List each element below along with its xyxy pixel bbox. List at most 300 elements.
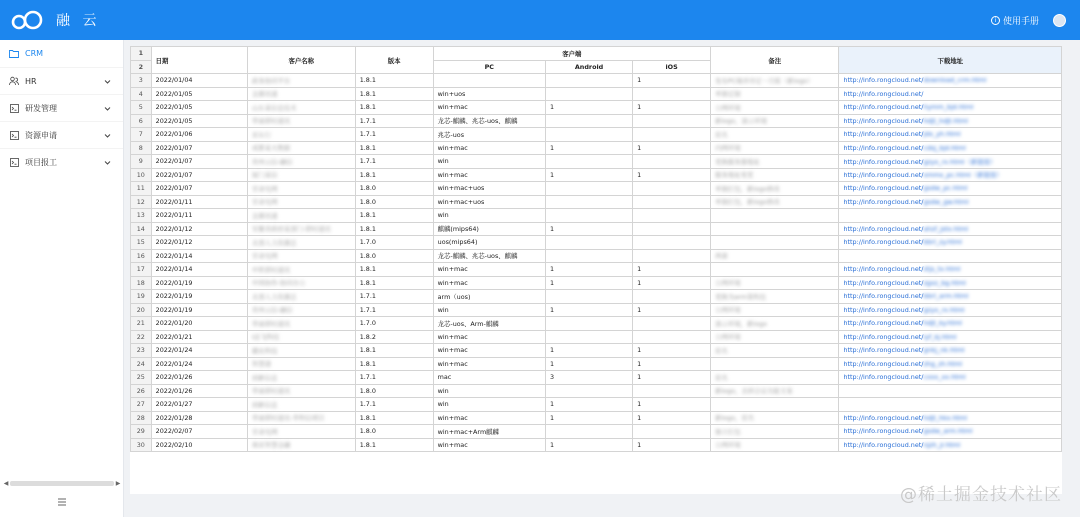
cell-pc[interactable]: win+mac [433,276,545,290]
download-link[interactable]: http://info.rongcloud.net/ [843,89,924,98]
cell-note[interactable] [711,263,839,277]
cell-date[interactable]: 2022/01/05 [151,87,247,101]
table-row[interactable] [131,276,1062,290]
cell-version[interactable]: 1.8.1 [355,438,433,452]
cell-date[interactable]: 2022/01/07 [151,182,247,196]
download-link-path[interactable]: njzh_jr.html [923,440,961,449]
cell-customer[interactable]: 智慧港 [247,357,355,371]
table-row[interactable] [131,371,1062,385]
cell-customer[interactable]: 贵州云信-融信 [247,303,355,317]
sidebar-item-rd-management[interactable] [0,94,123,121]
download-link-path[interactable]: ahzf_jstx.html [923,224,969,233]
row-number[interactable]: 4 [131,87,152,101]
cell-pc[interactable]: win [433,303,545,317]
cell-note[interactable]: 新logo，原名 [711,411,839,425]
cell-android[interactable] [546,236,633,250]
table-row[interactable] [131,182,1062,196]
download-link[interactable]: http://info.rongcloud.net/ [843,265,924,274]
cell-customer[interactable]: 山东某信息技术 [247,101,355,115]
column-header-version[interactable]: 版本 [355,47,433,74]
cell-android[interactable] [546,290,633,304]
scroll-right-icon[interactable]: ▶ [115,480,121,487]
cell-version[interactable]: 1.8.1 [355,168,433,182]
cell-ios[interactable]: 1 [633,411,711,425]
cell-pc[interactable]: win+mac+Arm麒麟 [433,425,545,439]
download-link[interactable]: http://info.rongcloud.net/ [843,305,924,314]
table-row[interactable] [131,114,1062,128]
cell-download-url[interactable] [839,438,1062,452]
cell-download-url[interactable] [839,74,1062,88]
cell-note[interactable]: 公网环境 [711,330,839,344]
cell-download-url[interactable] [839,195,1062,209]
cell-version[interactable]: 1.7.1 [355,128,433,142]
cell-download-url[interactable] [839,371,1062,385]
cell-customer[interactable]: 贵州云信-融信 [247,155,355,169]
cell-android[interactable] [546,74,633,88]
cell-ios[interactable] [633,128,711,142]
cell-version[interactable]: 1.7.1 [355,303,433,317]
cell-customer[interactable]: 成都某大数据 [247,141,355,155]
row-number[interactable]: 27 [131,398,152,412]
row-number[interactable]: 18 [131,276,152,290]
download-link[interactable]: http://info.rongcloud.net/ [843,197,924,206]
column-header-ios[interactable]: iOS [633,60,711,74]
cell-version[interactable]: 1.7.0 [355,317,433,331]
cell-pc[interactable]: win+mac [433,357,545,371]
cell-download-url[interactable] [839,128,1062,142]
row-number[interactable]: 17 [131,263,152,277]
cell-customer[interactable]: 甘肃电网 [247,182,355,196]
cell-customer[interactable]: 中国协作-协同办公 [247,276,355,290]
cell-android[interactable]: 1 [546,141,633,155]
column-header-pc[interactable]: PC [433,60,545,74]
sidebar-horizontal-scrollbar[interactable] [2,480,122,487]
cell-android[interactable]: 1 [546,276,633,290]
cell-version[interactable]: 1.8.0 [355,195,433,209]
download-link[interactable]: http://info.rongcloud.net/ [843,292,924,301]
cell-version[interactable]: 1.7.1 [355,155,433,169]
cell-android[interactable]: 1 [546,222,633,236]
cell-ios[interactable] [633,222,711,236]
cell-version[interactable]: 1.8.2 [355,330,433,344]
table-row[interactable] [131,263,1062,277]
cell-ios[interactable]: 1 [633,74,711,88]
cell-note[interactable]: 新logo，去掉会议功能文案 [711,384,839,398]
table-row[interactable] [131,330,1062,344]
cell-pc[interactable]: win [433,384,545,398]
table-row[interactable] [131,384,1062,398]
cell-date[interactable]: 2022/01/19 [151,276,247,290]
cell-android[interactable]: 1 [546,168,633,182]
table-row[interactable] [131,74,1062,88]
cell-download-url[interactable] [839,357,1062,371]
table-row[interactable] [131,209,1062,223]
download-link-path[interactable]: gsdw_arm.html [923,427,973,436]
cell-customer[interactable]: 政务协同平台 [247,74,355,88]
cell-note[interactable]: 内网环境 [711,141,839,155]
download-link-path[interactable]: xmmx_pc.html（新链接） [923,171,1003,180]
table-row[interactable] [131,425,1062,439]
cell-download-url[interactable] [839,263,1062,277]
cell-date[interactable]: 2022/01/11 [151,195,247,209]
column-header-date[interactable]: 日期 [151,47,247,74]
cell-note[interactable]: 两套 [711,249,839,263]
download-link-path[interactable]: gzyx_rx.html [923,305,965,314]
row-number[interactable]: 12 [131,195,152,209]
cell-android[interactable] [546,249,633,263]
row-number[interactable]: 10 [131,168,152,182]
table-row[interactable] [131,317,1062,331]
table-row[interactable] [131,87,1062,101]
cell-date[interactable]: 2022/01/07 [151,155,247,169]
download-link-path[interactable]: cdsj_bjd.html [923,143,966,152]
cell-download-url[interactable] [839,344,1062,358]
table-row[interactable] [131,357,1062,371]
cell-customer[interactable]: 甘肃电网 [247,425,355,439]
cell-note[interactable] [711,236,839,250]
table-row[interactable] [131,222,1062,236]
cell-version[interactable]: 1.8.0 [355,249,433,263]
column-header-client[interactable]: 客户端 [433,47,710,61]
table-row[interactable] [131,411,1062,425]
cell-date[interactable]: 2022/01/26 [151,371,247,385]
column-header-customer[interactable]: 客户名称 [247,47,355,74]
brand[interactable] [0,0,124,40]
cell-customer[interactable]: 南京智慧金融 [247,438,355,452]
download-link[interactable]: http://info.rongcloud.net/ [843,238,924,247]
download-link-path[interactable]: zgxz_bg.html [923,278,966,287]
sidebar-item-crm[interactable] [0,40,123,67]
row-number[interactable]: 13 [131,209,152,223]
column-header-download[interactable]: 下载地址 [839,47,1062,74]
download-link[interactable]: http://info.rongcloud.net/ [843,346,924,355]
cell-customer[interactable]: 安徽省政府某部门-即时通讯 [247,222,355,236]
cell-android[interactable] [546,330,633,344]
table-row[interactable] [131,398,1062,412]
download-link-path[interactable]: iyf_kj.html [923,332,957,341]
cell-version[interactable]: 1.8.1 [355,276,433,290]
cell-android[interactable] [546,182,633,196]
cell-version[interactable]: 1.7.1 [355,398,433,412]
cell-customer[interactable]: 华迪即时通讯 [247,114,355,128]
cell-date[interactable]: 2022/01/19 [151,290,247,304]
download-link-path[interactable]: zhg_zh.html [923,359,963,368]
cell-customer[interactable]: 创新信息 [247,398,355,412]
cell-version[interactable]: 1.8.1 [355,344,433,358]
table-row[interactable] [131,141,1062,155]
cell-customer[interactable]: 甘肃电网 [247,249,355,263]
cell-version[interactable]: 1.8.1 [355,411,433,425]
cell-customer[interactable]: 华迪即时通讯 [247,317,355,331]
cell-customer[interactable]: 北部人力资源总 [247,290,355,304]
download-link[interactable]: http://info.rongcloud.net/ [843,130,924,139]
cell-date[interactable]: 2022/01/26 [151,384,247,398]
download-link[interactable]: http://info.rongcloud.net/ [843,103,924,112]
cell-date[interactable]: 2022/01/07 [151,168,247,182]
table-row[interactable] [131,438,1062,452]
cell-ios[interactable]: 1 [633,276,711,290]
cell-customer[interactable]: 甘肃电网 [247,195,355,209]
download-link[interactable]: http://info.rongcloud.net/ [843,143,924,152]
cell-version[interactable]: 1.8.1 [355,141,433,155]
cell-date[interactable]: 2022/01/20 [151,317,247,331]
download-link-path[interactable]: hdjt_hkx.html [923,413,968,422]
cell-note[interactable]: 更换为arm架构包 [711,290,839,304]
cell-download-url[interactable] [839,182,1062,196]
download-link[interactable]: http://info.rongcloud.net/ [843,184,924,193]
cell-date[interactable]: 2022/01/19 [151,303,247,317]
column-header-android[interactable]: Android [546,60,633,74]
cell-ios[interactable]: 1 [633,141,711,155]
cell-pc[interactable]: uos(mips64) [433,236,545,250]
cell-download-url[interactable] [839,209,1062,223]
row-number[interactable]: 26 [131,384,152,398]
cell-customer[interactable]: 金源讯通 [247,209,355,223]
cell-ios[interactable] [633,317,711,331]
collapse-menu-icon[interactable] [56,497,68,507]
download-link[interactable]: http://info.rongcloud.net/ [843,76,924,85]
cell-date[interactable]: 2022/01/28 [151,411,247,425]
cell-download-url[interactable] [839,317,1062,331]
cell-version[interactable]: 1.8.0 [355,384,433,398]
table-row[interactable] [131,344,1062,358]
cell-android[interactable] [546,209,633,223]
cell-android[interactable]: 1 [546,344,633,358]
cell-customer[interactable]: 中铁即时通讯 [247,263,355,277]
row-number[interactable]: 21 [131,317,152,331]
cell-download-url[interactable] [839,398,1062,412]
cell-download-url[interactable] [839,425,1062,439]
download-link-path[interactable]: hdjt_hdjt.html [923,116,969,125]
table-row[interactable] [131,249,1062,263]
download-link-path[interactable]: gnkj_nk.html [923,346,965,355]
cell-note[interactable]: 单独打包，新logo修改 [711,182,839,196]
download-link[interactable]: http://info.rongcloud.net/ [843,359,924,368]
cell-customer[interactable]: 金源讯通 [247,87,355,101]
cell-date[interactable]: 2022/01/14 [151,263,247,277]
cell-date[interactable]: 2022/01/11 [151,209,247,223]
row-number[interactable]: 8 [131,141,152,155]
cell-pc[interactable]: mac [433,371,545,385]
download-link[interactable]: http://info.rongcloud.net/ [843,413,924,422]
cell-ios[interactable] [633,425,711,439]
cell-ios[interactable]: 1 [633,101,711,115]
cell-ios[interactable] [633,87,711,101]
cell-ios[interactable]: 1 [633,357,711,371]
cell-android[interactable] [546,155,633,169]
row-number[interactable]: 30 [131,438,152,452]
cell-ios[interactable] [633,195,711,209]
cell-pc[interactable]: win [433,209,545,223]
download-link[interactable]: http://info.rongcloud.net/ [843,427,924,436]
cell-date[interactable]: 2022/01/14 [151,249,247,263]
cell-date[interactable]: 2022/01/12 [151,236,247,250]
cell-ios[interactable]: 1 [633,371,711,385]
download-link[interactable]: http://info.rongcloud.net/ [843,224,924,233]
row-number[interactable]: 9 [131,155,152,169]
cell-pc[interactable]: 龙芯-uos、Arm-麒麟 [433,317,545,331]
download-link[interactable]: http://info.rongcloud.net/ [843,171,924,180]
cell-download-url[interactable] [839,168,1062,182]
download-link-path[interactable]: hymm_bjd.html [923,103,974,112]
cell-version[interactable]: 1.8.1 [355,357,433,371]
cell-download-url[interactable] [839,87,1062,101]
cell-date[interactable]: 2022/01/05 [151,101,247,115]
cell-android[interactable]: 1 [546,303,633,317]
cell-version[interactable]: 1.8.1 [355,101,433,115]
cell-date[interactable]: 2022/01/24 [151,357,247,371]
cell-note[interactable]: 原名 [711,344,839,358]
cell-date[interactable]: 2022/01/12 [151,222,247,236]
cell-version[interactable]: 1.8.0 [355,182,433,196]
cell-customer[interactable]: 华迪即时通讯 [247,384,355,398]
cell-pc[interactable]: win+uos [433,87,545,101]
cell-customer[interactable]: 北部人力资源总 [247,236,355,250]
cell-ios[interactable] [633,114,711,128]
cell-download-url[interactable] [839,276,1062,290]
cell-pc[interactable]: win+mac [433,330,545,344]
cell-download-url[interactable] [839,222,1062,236]
cell-ios[interactable] [633,182,711,196]
cell-pc[interactable]: win+mac [433,411,545,425]
row-number[interactable]: 15 [131,236,152,250]
scroll-left-icon[interactable]: ◀ [3,480,9,487]
cell-version[interactable]: 1.7.0 [355,236,433,250]
scrollbar-thumb[interactable] [10,481,114,486]
cell-pc[interactable]: win+mac [433,344,545,358]
download-link-path[interactable]: bbrl_arm.html [923,292,969,301]
cell-pc[interactable]: win+mac+uos [433,182,545,196]
cell-date[interactable]: 2022/01/27 [151,398,247,412]
cell-ios[interactable] [633,384,711,398]
download-link[interactable]: http://info.rongcloud.net/ [843,373,924,382]
cell-android[interactable]: 1 [546,263,633,277]
cell-date[interactable]: 2022/02/10 [151,438,247,452]
row-number[interactable]: 20 [131,303,152,317]
cell-android[interactable]: 3 [546,371,633,385]
column-header-note[interactable]: 备注 [711,47,839,74]
cell-date[interactable]: 2022/01/04 [151,74,247,88]
cell-note[interactable] [711,222,839,236]
download-link[interactable]: http://info.rongcloud.net/ [843,440,924,449]
cell-customer[interactable]: 赣农科技 [247,344,355,358]
sidebar-item-resource-request[interactable] [0,121,123,148]
download-link-path[interactable]: ztjs_tx.html [923,265,961,274]
download-link-path[interactable]: cxxx_xx.html [923,373,966,382]
row-number[interactable]: 14 [131,222,152,236]
download-link[interactable]: http://info.rongcloud.net/ [843,319,924,328]
download-link-path[interactable]: jdx_yh.html [923,130,961,139]
cell-note[interactable]: 公网环境 [711,101,839,115]
download-link-path[interactable]: gzyx_rx.html（新链接） [923,157,997,166]
cell-version[interactable]: 1.8.0 [355,425,433,439]
cell-pc[interactable]: 龙芯-麒麟、兆芯-uos、麒麟 [433,114,545,128]
cell-android[interactable] [546,317,633,331]
row-number[interactable]: 28 [131,411,152,425]
cell-android[interactable] [546,87,633,101]
row-number[interactable]: 16 [131,249,152,263]
cell-note[interactable]: 公网环境 [711,276,839,290]
cell-date[interactable]: 2022/01/24 [151,344,247,358]
table-row[interactable] [131,236,1062,250]
cell-android[interactable] [546,195,633,209]
cell-note[interactable]: 单独打包，新logo修改 [711,195,839,209]
cell-pc[interactable]: 麒麟(mips64) [433,222,545,236]
cell-ios[interactable] [633,290,711,304]
cell-ios[interactable]: 1 [633,263,711,277]
cell-version[interactable]: 1.8.1 [355,263,433,277]
cell-android[interactable] [546,425,633,439]
row-number[interactable]: 19 [131,290,152,304]
cell-pc[interactable]: 兆芯-uos [433,128,545,142]
table-row[interactable] [131,128,1062,142]
cell-android[interactable]: 1 [546,411,633,425]
row-number[interactable]: 25 [131,371,152,385]
cell-note[interactable] [711,357,839,371]
row-number[interactable]: 23 [131,344,152,358]
cell-note[interactable]: 原名 [711,371,839,385]
cell-pc[interactable]: win+mac [433,141,545,155]
download-link-path[interactable]: bbrl_zy.html [923,238,962,247]
cell-date[interactable]: 2022/01/06 [151,128,247,142]
sidebar-item-project-report[interactable] [0,148,123,175]
row-number[interactable]: 3 [131,74,152,88]
sidebar-item-hr[interactable] [0,67,123,94]
download-link[interactable]: http://info.rongcloud.net/ [843,157,924,166]
cell-customer[interactable]: 创新信息 [247,371,355,385]
cell-customer[interactable]: 厦门某信 [247,168,355,182]
cell-version[interactable]: 1.7.1 [355,371,433,385]
cell-note[interactable]: 单独定制 [711,87,839,101]
cell-note[interactable]: 服务地址变更 [711,168,839,182]
cell-pc[interactable]: arm（uos) [433,290,545,304]
cell-note[interactable]: 更换服务器地址 [711,155,839,169]
cell-android[interactable]: 1 [546,398,633,412]
download-link[interactable]: http://info.rongcloud.net/ [843,278,924,287]
download-link-path[interactable]: gsdw_pc.html [923,184,968,193]
cell-pc[interactable]: win+mac [433,263,545,277]
cell-version[interactable]: 1.7.1 [355,114,433,128]
cell-pc[interactable]: win+mac [433,101,545,115]
cell-note[interactable]: 原名 [711,128,839,142]
cell-customer[interactable]: 京东行 [247,128,355,142]
cell-ios[interactable]: 1 [633,303,711,317]
cell-download-url[interactable] [839,249,1062,263]
download-link-path[interactable]: download_crm.html [923,76,987,85]
cell-pc[interactable]: win+mac+uos [433,195,545,209]
download-link-path[interactable]: hdjt_ky.html [923,319,962,328]
cell-date[interactable]: 2022/01/07 [151,141,247,155]
table-row[interactable] [131,155,1062,169]
cell-ios[interactable]: 1 [633,438,711,452]
cell-download-url[interactable] [839,114,1062,128]
cell-note[interactable]: 公网环境 [711,438,839,452]
cell-android[interactable] [546,114,633,128]
cell-ios[interactable]: 1 [633,398,711,412]
avatar[interactable] [1053,14,1066,27]
row-number[interactable]: 11 [131,182,152,196]
cell-download-url[interactable] [839,290,1062,304]
cell-date[interactable]: 2022/01/21 [151,330,247,344]
cell-customer[interactable]: 华迪即时通讯-华科信项目 [247,411,355,425]
cell-android[interactable] [546,384,633,398]
cell-version[interactable]: 1.8.1 [355,222,433,236]
row-number[interactable]: 24 [131,357,152,371]
cell-ios[interactable] [633,155,711,169]
cell-download-url[interactable] [839,330,1062,344]
download-link[interactable]: http://info.rongcloud.net/ [843,332,924,341]
cell-android[interactable]: 1 [546,101,633,115]
